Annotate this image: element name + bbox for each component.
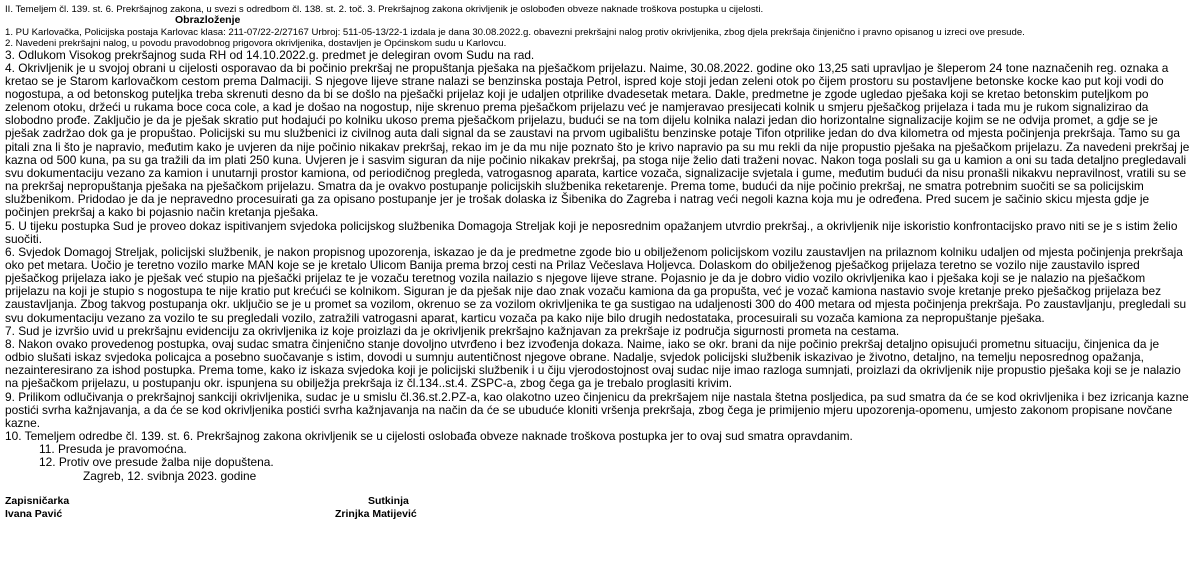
clerk-name: Ivana Pavić (5, 507, 63, 520)
closing-line-12: 12. Protiv ove presude žalba nije dopuštena. (39, 455, 274, 470)
signature-block (5, 495, 1190, 525)
paragraph-2: 2. Navedeni prekršajni nalog, u povodu pravodobnog prigovora okrivljenika, dostavljen je Općinskom sudu u Karlovcu. (5, 37, 507, 49)
paragraph-1: 1. PU Karlovačka, Policijska postaja Karlovac klasa: 211-07/22-2/27167 Urbroj: 511-05-13/22-1 izdala je dana 30.08.2022.g. obavezni prekršajni nalog protiv okrivljenika, zbog djela prekršaja činjenično i pravno opisanog u izreci ove presude. (5, 26, 1025, 38)
clerk-signature (5, 495, 69, 521)
paragraph-6: 6. Svjedok Domagoj Streljak, policijski službenik, je nakon propisnog upozorenja, iskazao je da je predmetne zgode bio u obilježenom policijskom vozilu zaustavljen na prilaznom kolniku udaljen od mjesta počinjenja prekršaja oko pet metara. Uočio je teretno vozilo marke MAN koje se je kretalo Ulicom Banija prema brzoj cesti na Prilaz Večeslava Holjevca. Dolaskom do obilježenog pješačkog prijelaza teretno se vozilo nije zaustavilo ispred pješačkog prijelaza iako je pješak već stupio na pješački prijelaz te je vozaču teretnog vozila nailazio s njegove lijeve strane. Pojasnio je da je dobro vidio vozilo okrivljenika kao i pješaka koji se je nalazio na pješačkom prijelazu na koji je stupio s nogostupa te nije kratio put krećući se kolnikom. Siguran je da pješak nije dao znak vozaču kamiona da ga propušta, već je vozač kamiona nastavio svoje kretanje preko pješačkog prijelaza bez zaustavljanja. Zbog takvog postupanja okr. uključio se je u promet sa vozilom, okrenuo se za vozilom okrivljenika te ga sustigao na udaljenosti 300 do 400 metara od mjesta počinjenja prekršaja. Po zaustavljanju, pregledali su svu dokumentaciju vezano za vozilo te su pregledali vozilo, zatražili vatrogasni aparat, karticu vozača pa kako nije bilo drugih nedostataka, procesuirali su vozača kamiona za nepropuštanje pješaka. (5, 244, 1187, 325)
paragraph-8: 8. Nakon ovako provedenog postupka, ovaj sudac smatra činjenično stanje dovoljno utvrđeno i bez izvođenja dokaza. Naime, iako se okr. brani da nije počinio prekršaj detaljno opisujući prometnu situaciju, činjenica da je odbio slušati iskaz svjedoka policajca a posebno suočavanje s istim, dovodi u sumnju autentičnost njegove obrane. Nadalje, svjedok policijski službenik iskazivao je životno, detaljno, na temelju neposrednog opažanja, nezainteresirano za ishod postupka. Prema tome, kako iz iskaza svjedoka koji je policijski službenik i u čiju vjerodostojnost ovaj sudac nije imao razloga sumnjati, proizlazi da okrivljenik nije propustio pješaka koji se je nalazio na pješačkom prijelazu, u postupanju okr. ispunjena su obilježja prekršaja iz čl.134..st.4. ZSPC-a, zbog čega ga je trebalo proglasiti krivim. (5, 336, 1181, 391)
judge-signature (335, 495, 417, 521)
paragraph-4: 4. Okrivljenik je u svojoj obrani u cijelosti osporavao da bi počinio prekršaj ne propuštanja pješaka na pješačkom prijelazu. Naime, 30.08.2022. godine oko 13,25 sati upravljao je šleperom 24 tone naznačenih reg. oznaka a kretao se je Starom karlovačkom cestom prema Dalmaciji. S njegove lijeve strane nalazi se benzinska postaja Petrol, ispred koje stoji jedan zeleni otok po čijem prostoru su postavljene betonske kocke kao put koji vodi do nogostupa, a od betonskog puteljka treba skrenuti desno da bi se došlo na pješački prijelaz koji je udaljen otprilike dvadesetak metara. Dakle, predmetne je zgode ugledao pješaka koji se kretao betonskim puteljkom po zelenom otoku, držeći u rukama boce coca cole, a kad je došao na nogostup, nije skrenuo prema pješačkom prijelazu već je namjeravao presijecati kolnik u smjeru pješačkog prijelaza i tada mu je rukom signalizirao da slobodno prođe. Zaključio je da je pješak skratio put hodajući po kolniku ukoso prema pješačkom prijelazu, budući se na tom dijelu kolnika nalazi jedan dio horizontalne signalizacije kojim se ne odvija promet, a gdje se je pješak zadržao dok ga je propuštao. Policijski su mu službenici iz civilnog auta dali signal da se zaustavi na prvom ugibalištu benzinske potaje Tifon otprilike jedan do dva kilometra od mjesta počinjenja prekršaja. Tamo su ga pitali zna li što je napravio, međutim kako je uvjeren da nije počinio nikakav prekršaj, rekao im je da mu nije poznato što je krivo napravio pa su mu rekli da nije propustio pješaka na pješačkom prijelazu. Za navedeni prekršaj je kazna od 500 kuna, pa su ga tražili da im plati 250 kuna. Uvjeren je i sasvim siguran da nije počinio nikakav prekršaj, pa stoga nije želio dati traženi novac. Nakon toga poslali su ga u kamion a oni su tada detaljno pregledavali svu dokumentaciju vezano za kamion i unutarnji prostor kamiona, od periodičnog pregleda, vatrogasnog aparata, kartice vozača, signalizacije svjetala i gume, međutim budući da nisu pronašli nikakvu nepravilnost, vratili su se na prekršaj nepropuštanja pješaka na pješačkom prijelazu. Smatra da je ovakvo postupanje policijskih službenika reketarenje. Prema tome, budući da nije počinio prekršaj, ne smatra potrebnim suočiti se sa policijskim službenikom. Pridodao je da je nepravedno procesuirati ga za opisano postupanje jer je trošak dolaska iz Šibenika do Zagreba i natrag veći negoli kazna koja mu je određena. Pred sucem je sačinio skicu mjesta gdje je počinjen prekršaj a kako bi pojasnio način kretanja pješaka. (5, 60, 1190, 220)
section-heading: Obrazloženje (175, 14, 241, 26)
paragraph-10: 10. Temeljem odredbe čl. 139. st. 6. Prekršajnog zakona okrivljenik se u cijelosti oslobađa obveze naknade troškova postupka jer to ovaj sud smatra opravdanim. (5, 429, 853, 444)
paragraph-3: 3. Odlukom Visokog prekršajnog suda RH od 14.10.2022.g. predmet je delegiran ovom Sudu na rad. (5, 47, 535, 62)
paragraph-7: 7. Sud je izvršio uvid u prekršajnu evidenciju za okrivljenika iz koje proizlazi da je okrivljenik prekršajno kažnjavan za prekršaje iz područja sigurnosti prometa na cestama. (5, 323, 900, 338)
intro-paragraph: II. Temeljem čl. 139. st. 6. Prekršajnog zakona, u svezi s odredbom čl. 138. st. 2. toč. 3. Prekršajnog zakona okrivljenik je oslobođen obveze naknade troškova postupka u cijelosti. (5, 4, 764, 15)
judge-name: Zrinjka Matijević (335, 507, 417, 520)
closing-line-11: 11. Presuda je pravomoćna. (39, 442, 187, 457)
paragraph-9: 9. Prilikom odlučivanja o prekršajnoj sankciji okrivljenika, sudac je u smislu čl.36.st.2.PZ-a, kao olakotno uzeo činjenicu da prekršajem nije nastala štetna posljedica, pa sud smatra da će se kod okrivljenika i bez izricanja kazne postići svrha kažnjavanja, a da će se kod okrivljenika postići svrha kažnjavanja na način da će se ubuduće kloniti vršenja prekršaja, zbog čega je primijenio mjeru upozorenja-opomenu, umjesto zakonom propisane novčane kazne. (5, 389, 1189, 430)
clerk-title: Zapisničarka (5, 494, 70, 507)
place-and-date: Zagreb, 12. svibnja 2023. godine (83, 468, 257, 483)
judge-title: Sutkinja (368, 494, 409, 507)
paragraph-5: 5. U tijeku postupka Sud je proveo dokaz ispitivanjem svjedoka policijskog službenika Domagoja Streljak koji je neposrednim opažanjem utvrdio prekršaj., a okrivljenik nije iskoristio konfrontacijsko pravo niti se je s istim želio suočiti. (5, 218, 1178, 246)
